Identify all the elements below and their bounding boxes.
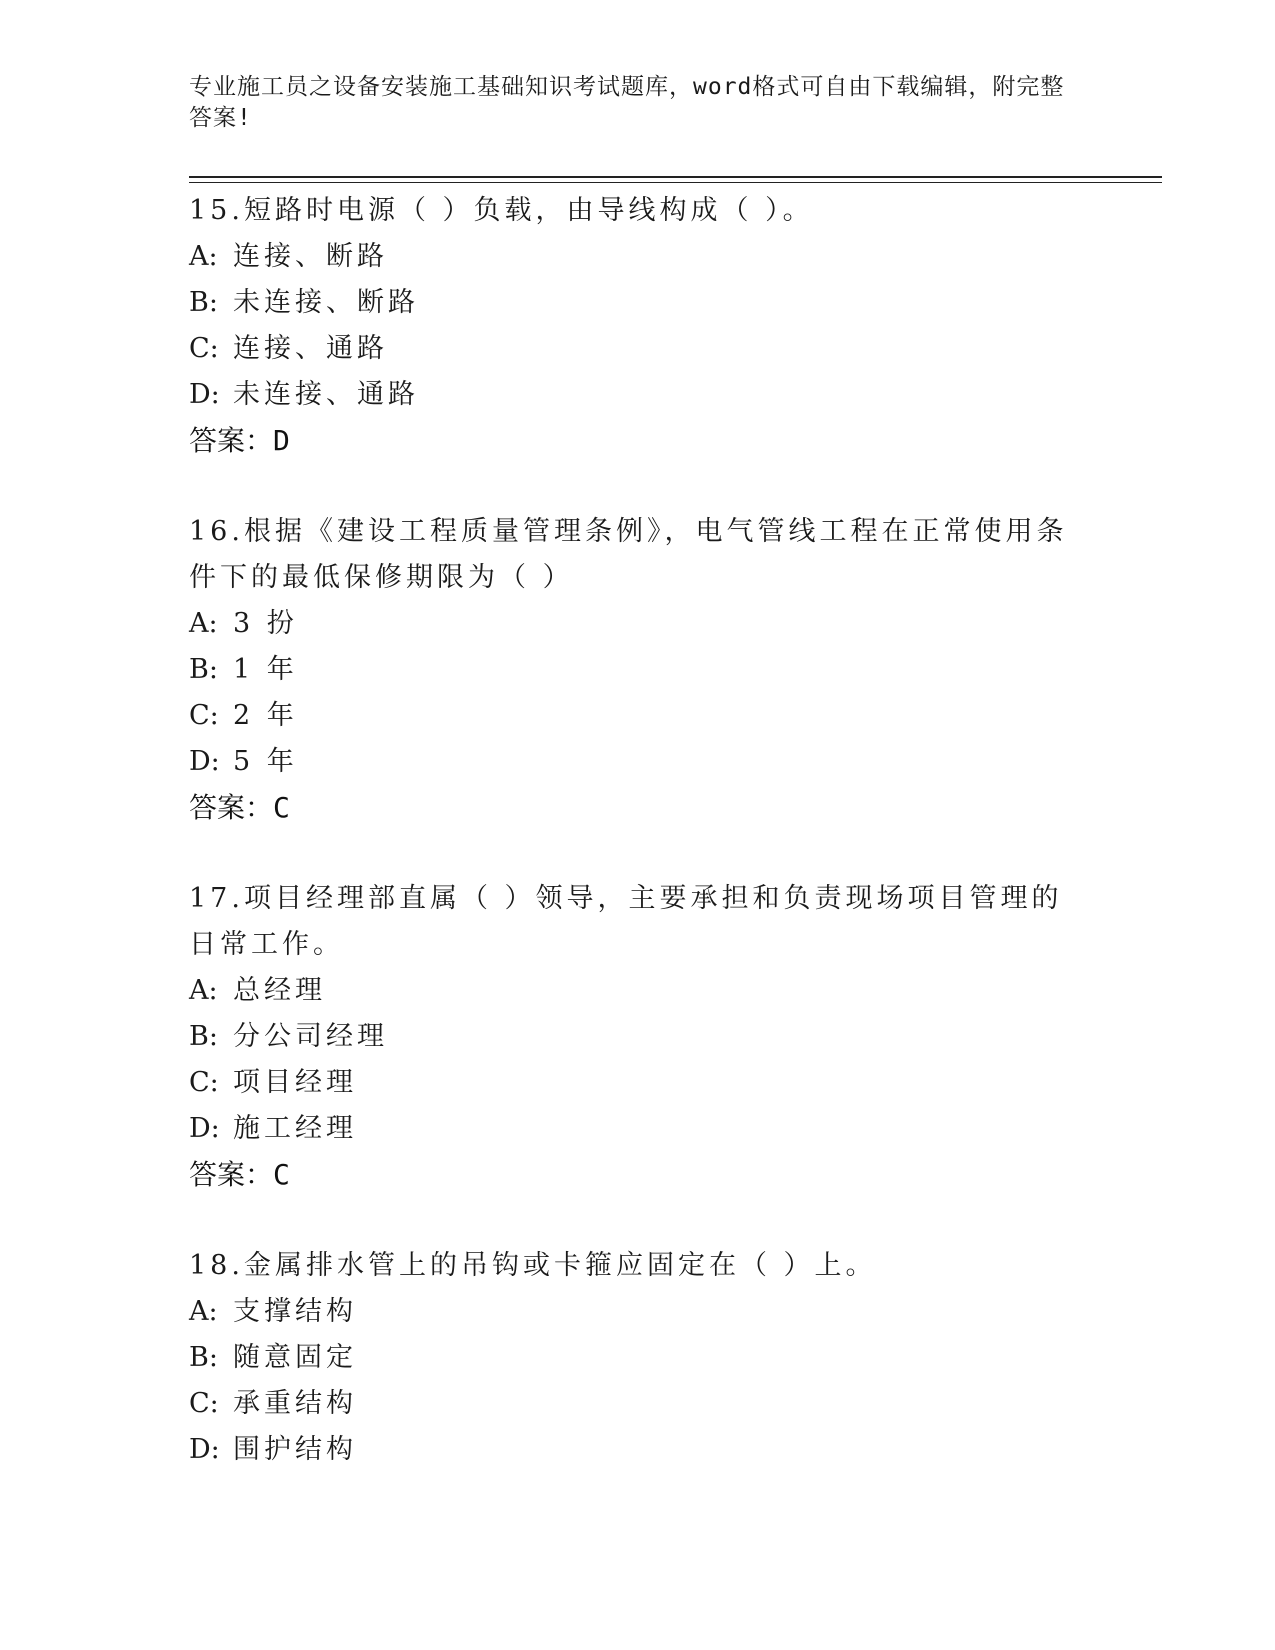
option-text: 分公司经理 (233, 1021, 388, 1052)
option-text: 5 年 (233, 746, 298, 777)
option-d (189, 1106, 1089, 1152)
option-letter: C: (189, 333, 219, 364)
option-text: 总经理 (233, 975, 326, 1006)
option-text: 承重结构 (233, 1388, 357, 1419)
option-c (189, 693, 1089, 739)
question-15 (189, 188, 1089, 464)
option-text: 未连接、断路 (233, 287, 419, 318)
option-letter: D: (189, 746, 220, 777)
option-text: 1 年 (233, 654, 298, 685)
option-letter: A: (189, 241, 218, 272)
option-letter: A: (189, 1296, 218, 1327)
document-header: 专业施工员之设备安装施工基础知识考试题库，word格式可自由下载编辑，附完整答案! (189, 74, 1065, 131)
option-a (189, 1289, 1089, 1335)
option-text: 支撑结构 (233, 1296, 357, 1327)
option-letter: C: (189, 1067, 219, 1098)
option-text: 未连接、通路 (233, 379, 419, 410)
option-letter: D: (189, 1113, 220, 1144)
answer-line: 答案：C (189, 1158, 290, 1191)
option-letter: B: (189, 1342, 218, 1373)
header-rule-thin (189, 182, 1162, 183)
option-text: 2 年 (233, 700, 298, 731)
option-letter: D: (189, 1434, 220, 1465)
option-d (189, 1427, 1089, 1473)
option-a (189, 968, 1089, 1014)
option-b (189, 1335, 1089, 1381)
option-text: 随意固定 (233, 1342, 357, 1373)
option-letter: C: (189, 700, 219, 731)
question-16 (189, 509, 1089, 831)
answer-line: 答案：D (189, 424, 290, 457)
option-letter: B: (189, 287, 218, 318)
header-rule-thick (189, 176, 1162, 178)
option-c (189, 1381, 1089, 1427)
question-17 (189, 876, 1089, 1198)
option-a (189, 234, 1089, 280)
answer-line: 答案：C (189, 791, 290, 824)
option-text: 连接、断路 (233, 241, 388, 272)
option-text: 施工经理 (233, 1113, 357, 1144)
question-18 (189, 1243, 1089, 1473)
option-letter: C: (189, 1388, 219, 1419)
option-b (189, 280, 1089, 326)
option-letter: D: (189, 379, 220, 410)
question-list (189, 188, 1089, 1518)
option-text: 项目经理 (233, 1067, 357, 1098)
option-letter: B: (189, 654, 218, 685)
option-letter: B: (189, 1021, 218, 1052)
question-stem: 15.短路时电源（ ）负载，由导线构成（ ）。 (189, 195, 814, 226)
option-letter: A: (189, 608, 218, 639)
option-a (189, 601, 1089, 647)
option-d (189, 372, 1089, 418)
option-b (189, 647, 1089, 693)
question-stem: 17.项目经理部直属（ ）领导，主要承担和负责现场项目管理的日常工作。 (189, 883, 1063, 960)
question-stem: 16.根据《建设工程质量管理条例》，电气管线工程在正常使用条件下的最低保修期限为（ ） (189, 516, 1068, 593)
option-b (189, 1014, 1089, 1060)
option-letter: A: (189, 975, 218, 1006)
option-c (189, 1060, 1089, 1106)
option-c (189, 326, 1089, 372)
question-stem: 18.金属排水管上的吊钩或卡箍应固定在（ ）上。 (189, 1250, 877, 1281)
option-d (189, 739, 1089, 785)
option-text: 连接、通路 (233, 333, 388, 364)
option-text: 围护结构 (233, 1434, 357, 1465)
option-text: 3 扮 (233, 608, 298, 639)
